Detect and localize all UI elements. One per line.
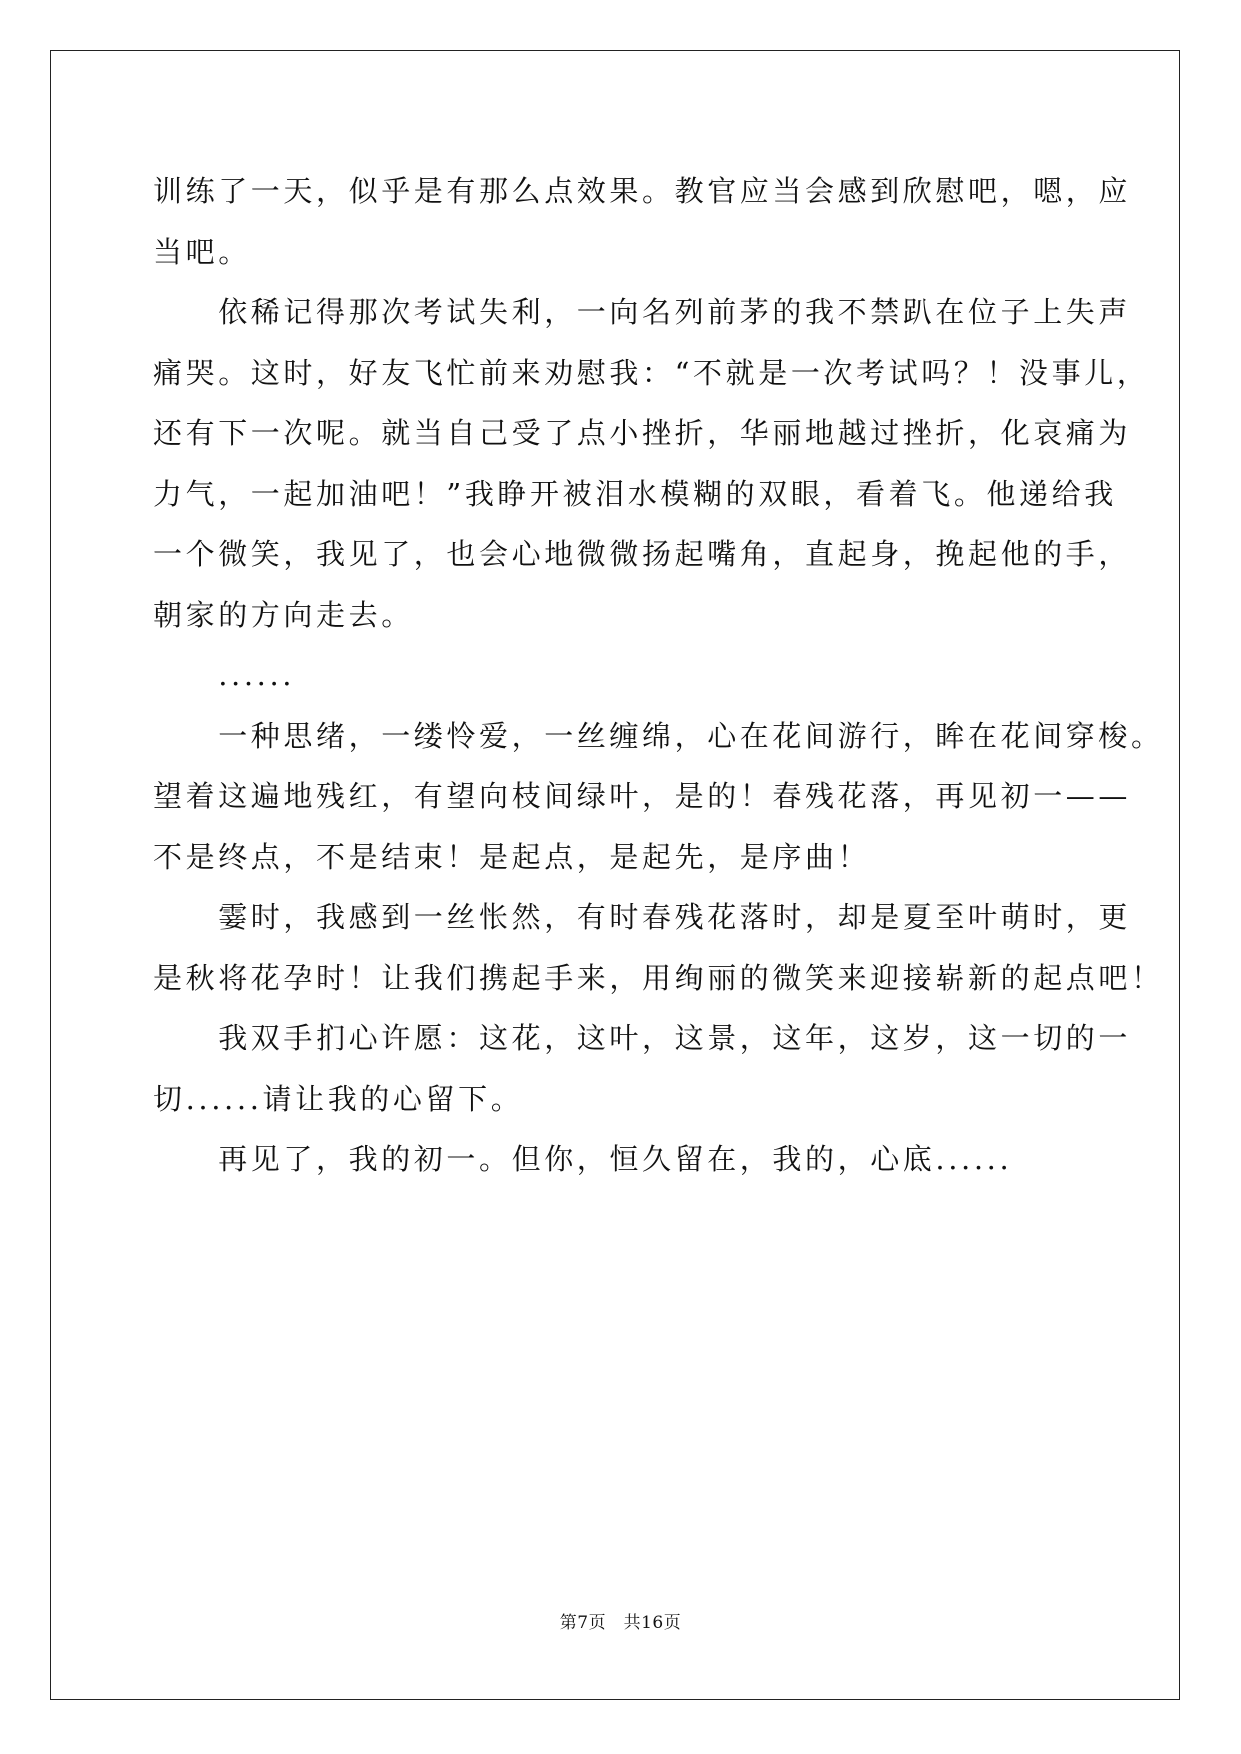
document-body bbox=[153, 161, 1164, 1190]
text-line: 是秋将花孕时！让我们携起手来，用绚丽的微笑来迎接崭新的起点吧！ bbox=[153, 960, 1164, 995]
text-line: 还有下一次呢。就当自己受了点小挫折，华丽地越过挫折，化哀痛为 bbox=[153, 416, 1132, 450]
paragraph bbox=[153, 282, 1150, 645]
text-line: 我双手扪心许愿：这花，这叶，这景，这年，这岁，这一切的一 bbox=[153, 1021, 1132, 1055]
text-line: 不是终点，不是结束！是起点，是起先，是序曲！ bbox=[153, 839, 871, 874]
paragraph bbox=[153, 887, 1164, 1008]
text-line: 切......请让我的心留下。 bbox=[153, 1081, 524, 1116]
text-line: 再见了，我的初一。但你，恒久留在，我的，心底...... bbox=[153, 1142, 1013, 1176]
text-line: ...... bbox=[153, 658, 296, 692]
text-line: 力气，一起加油吧！”我睁开被泪水模糊的双眼，看着飞。他递给我 bbox=[153, 476, 1117, 511]
text-line: 一个微笑，我见了，也会心地微微扬起嘴角，直起身，挽起他的手， bbox=[153, 537, 1132, 571]
text-line: 一种思绪，一缕怜爱，一丝缠绵，心在花间游行，眸在花间穿梭。 bbox=[153, 718, 1164, 753]
text-line: 训练了一天，似乎是有那么点效果。教官应当会感到欣慰吧，嗯，应 bbox=[153, 174, 1132, 208]
page-number: 第7页 共16页 bbox=[559, 1613, 682, 1633]
text-line: 望着这遍地残红，有望向枝间绿叶，是的！春残花落，再见初一—— bbox=[153, 779, 1132, 813]
paragraph bbox=[153, 1008, 1132, 1129]
paragraph bbox=[153, 645, 1093, 706]
text-line: 痛哭。这时，好友飞忙前来劝慰我：“不就是一次考试吗？！没事儿， bbox=[153, 355, 1150, 390]
text-line: 依稀记得那次考试失利，一向名列前茅的我不禁趴在位子上失声 bbox=[153, 295, 1132, 329]
text-line: 朝家的方向走去。 bbox=[153, 597, 414, 632]
text-line: 当吧。 bbox=[153, 234, 251, 269]
paragraph bbox=[153, 1129, 1093, 1190]
text-line: 霎时，我感到一丝怅然，有时春残花落时，却是夏至叶萌时，更 bbox=[153, 900, 1132, 934]
paragraph bbox=[153, 161, 1132, 282]
paragraph bbox=[153, 706, 1164, 888]
